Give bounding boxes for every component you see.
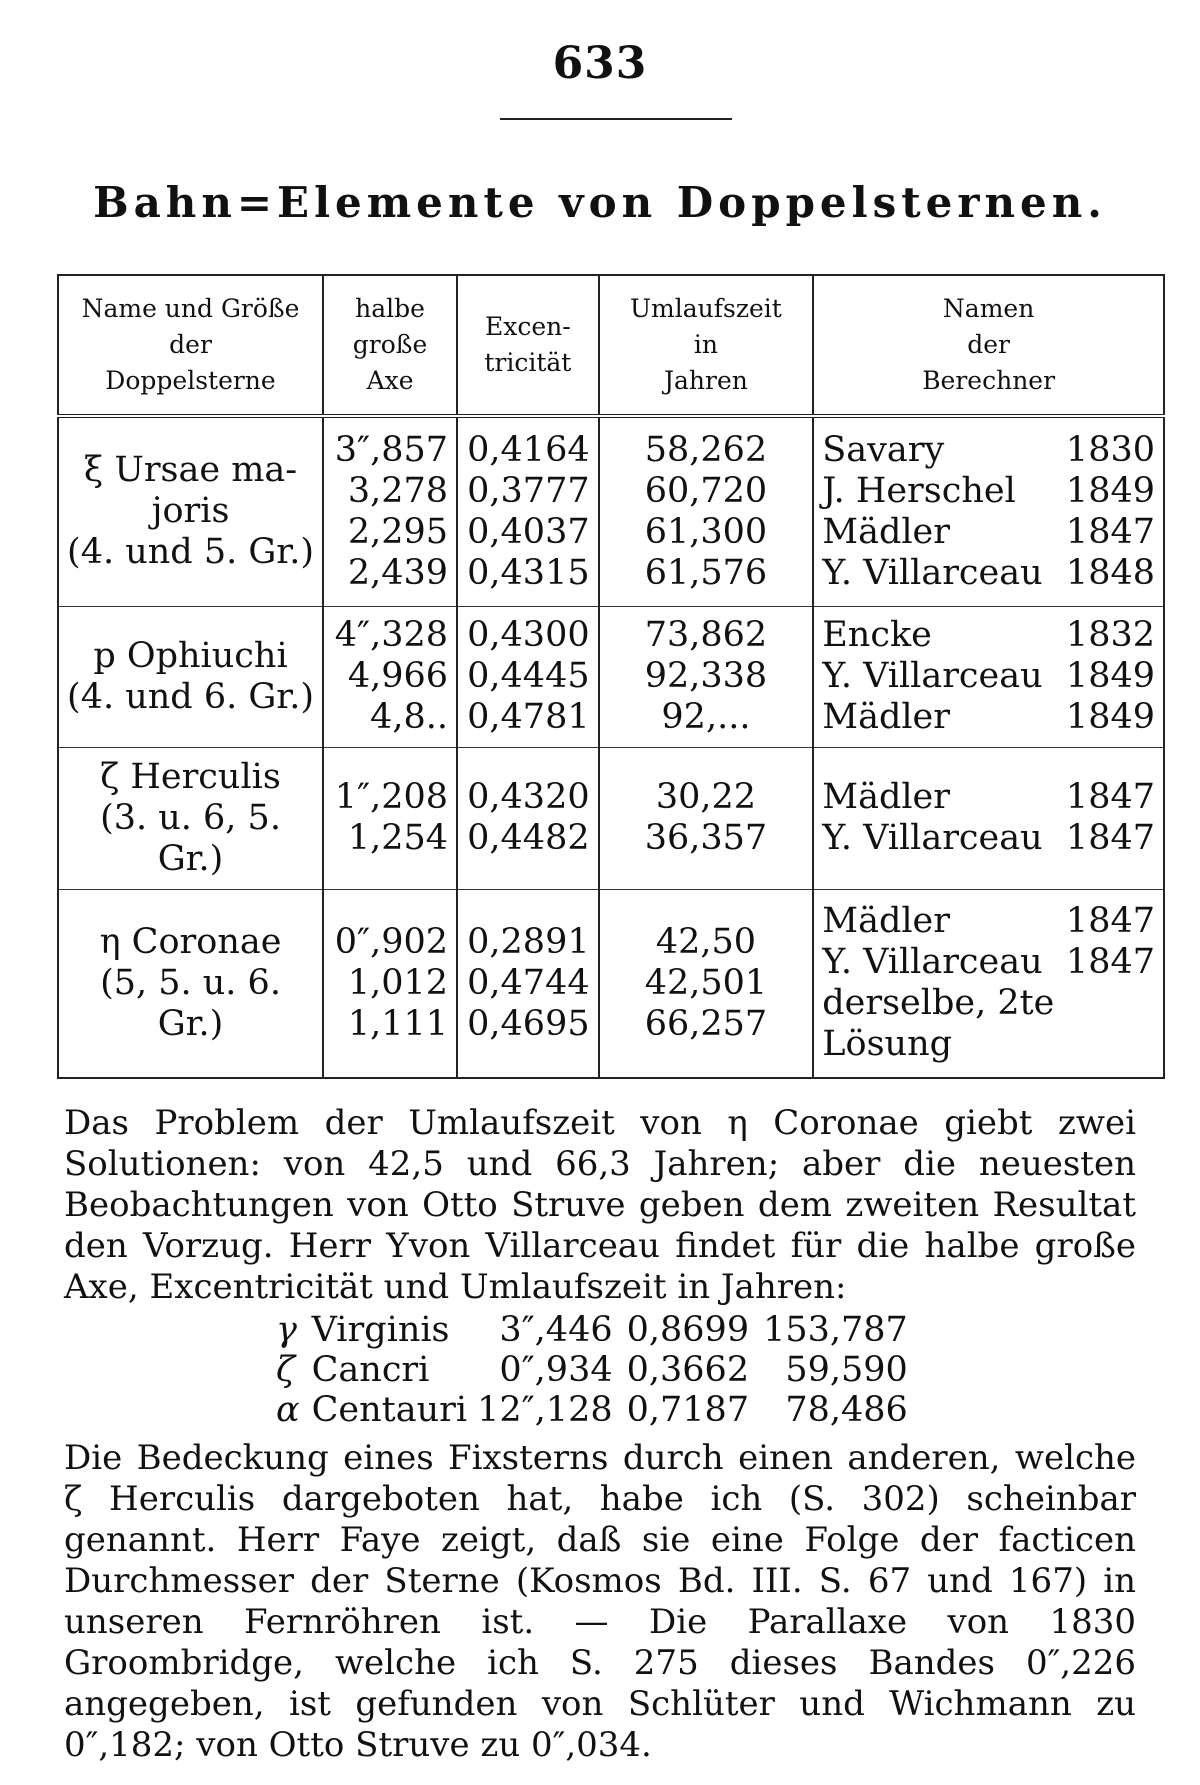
calculator-entry: J. Herschel 1849 xyxy=(822,470,1155,511)
period-cell: 58,262 60,720 61,300 61,576 xyxy=(599,416,814,606)
axis-cell: 3″,857 3,278 2,295 2,439 xyxy=(323,416,457,606)
header-calculators: Namen der Berechner xyxy=(813,275,1164,416)
header-rule xyxy=(500,118,732,120)
calculator-entry: Mädler 1847 xyxy=(822,511,1155,552)
list-item: α Centauri 12″,128 0,7187 78,486 xyxy=(276,1390,908,1430)
calculator-entry: Mädler 1847 xyxy=(822,777,1155,818)
header-star: Name und Größe der Doppelsterne xyxy=(58,275,323,416)
axis-cell: 1″,208 1,254 xyxy=(323,748,457,890)
calculator-entry: Y. Villarceau 1849 xyxy=(822,656,1155,697)
header-period: Umlaufszeit in Jahren xyxy=(599,275,814,416)
table-row xyxy=(58,748,1164,890)
calculator-entry: Mädler 1849 xyxy=(822,697,1155,738)
period-cell: 30,22 36,357 xyxy=(599,748,814,890)
calculators-cell xyxy=(813,889,1164,1078)
period-cell: 73,862 92,338 92,... xyxy=(599,606,814,748)
star-name-cell: η Coronae (5, 5. u. 6. Gr.) xyxy=(58,889,323,1078)
table-row xyxy=(58,606,1164,748)
table-row xyxy=(58,889,1164,1078)
calculator-entry: Savary 1830 xyxy=(822,429,1155,470)
paragraph-occultation: Die Bedeckung eines Fixsterns durch einen anderen, welche ζ Herculis dargeboten hat, habe ich (S. 302) scheinbar genannt. Herr Faye zeigt, daß sie eine Folge der facticen Durchmesser der Sterne (Kosmos Bd. III. S. 67 und 167) in unseren Fernröhren ist. — Die Parallaxe von 1830 Groombridge, welche ich S. 275 dieses Bandes 0″,226 angegeben, ist gefunden von Schlüter und Wichmann zu 0″,182; von Otto Struve zu 0″,034. xyxy=(64,1438,1136,1765)
table-header-row xyxy=(58,275,1164,416)
calculators-cell xyxy=(813,606,1164,748)
calculator-entry: Y. Villarceau 1847 xyxy=(822,942,1155,983)
villarceau-elements-list xyxy=(276,1310,922,1430)
axis-cell: 4″,328 4,966 4,8.. xyxy=(323,606,457,748)
paragraph-eta-coronae: Das Problem der Umlaufszeit von η Coronae giebt zwei Solutionen: von 42,5 und 66,3 Jahren; aber die neuesten Beobachtungen von Otto Struve geben dem zweiten Resultat den Vorzug. Herr Yvon Villarceau findet für die halbe große Axe, Excentricität und Umlaufszeit in Jahren: xyxy=(64,1103,1136,1307)
eccentricity-cell: 0,4320 0,4482 xyxy=(457,748,599,890)
calculators-cell xyxy=(813,748,1164,890)
calculator-entry: derselbe, 2te Lösung xyxy=(822,983,1055,1065)
page-title: Bahn=Elemente von Doppelsternen. xyxy=(93,178,1107,227)
header-axis: halbe große Axe xyxy=(323,275,457,416)
calculator-entry: Mädler 1847 xyxy=(822,901,1155,942)
orbit-elements-table xyxy=(57,274,1165,1079)
page-number: 633 xyxy=(552,38,648,89)
eccentricity-cell: 0,4300 0,4445 0,4781 xyxy=(457,606,599,748)
calculators-cell xyxy=(813,416,1164,606)
calculator-entry: Y. Villarceau 1848 xyxy=(822,552,1155,593)
period-cell: 42,50 42,501 66,257 xyxy=(599,889,814,1078)
calculator-entry: Encke 1832 xyxy=(822,615,1155,656)
list-item: ζ Cancri 0″,934 0,3662 59,590 xyxy=(276,1350,908,1390)
header-eccentricity: Excen- tricität xyxy=(457,275,599,416)
star-name-cell: ζ Herculis (3. u. 6, 5. Gr.) xyxy=(58,748,323,890)
axis-cell: 0″,902 1,012 1,111 xyxy=(323,889,457,1078)
calculator-entry: Y. Villarceau 1847 xyxy=(822,818,1155,859)
star-name-cell: ξ Ursae ma- joris (4. und 5. Gr.) xyxy=(58,416,323,606)
table-row xyxy=(58,416,1164,606)
star-name-cell: p Ophiuchi (4. und 6. Gr.) xyxy=(58,606,323,748)
eccentricity-cell: 0,2891 0,4744 0,4695 xyxy=(457,889,599,1078)
list-item: γ Virginis 3″,446 0,8699 153,787 xyxy=(276,1310,908,1350)
eccentricity-cell: 0,4164 0,3777 0,4037 0,4315 xyxy=(457,416,599,606)
